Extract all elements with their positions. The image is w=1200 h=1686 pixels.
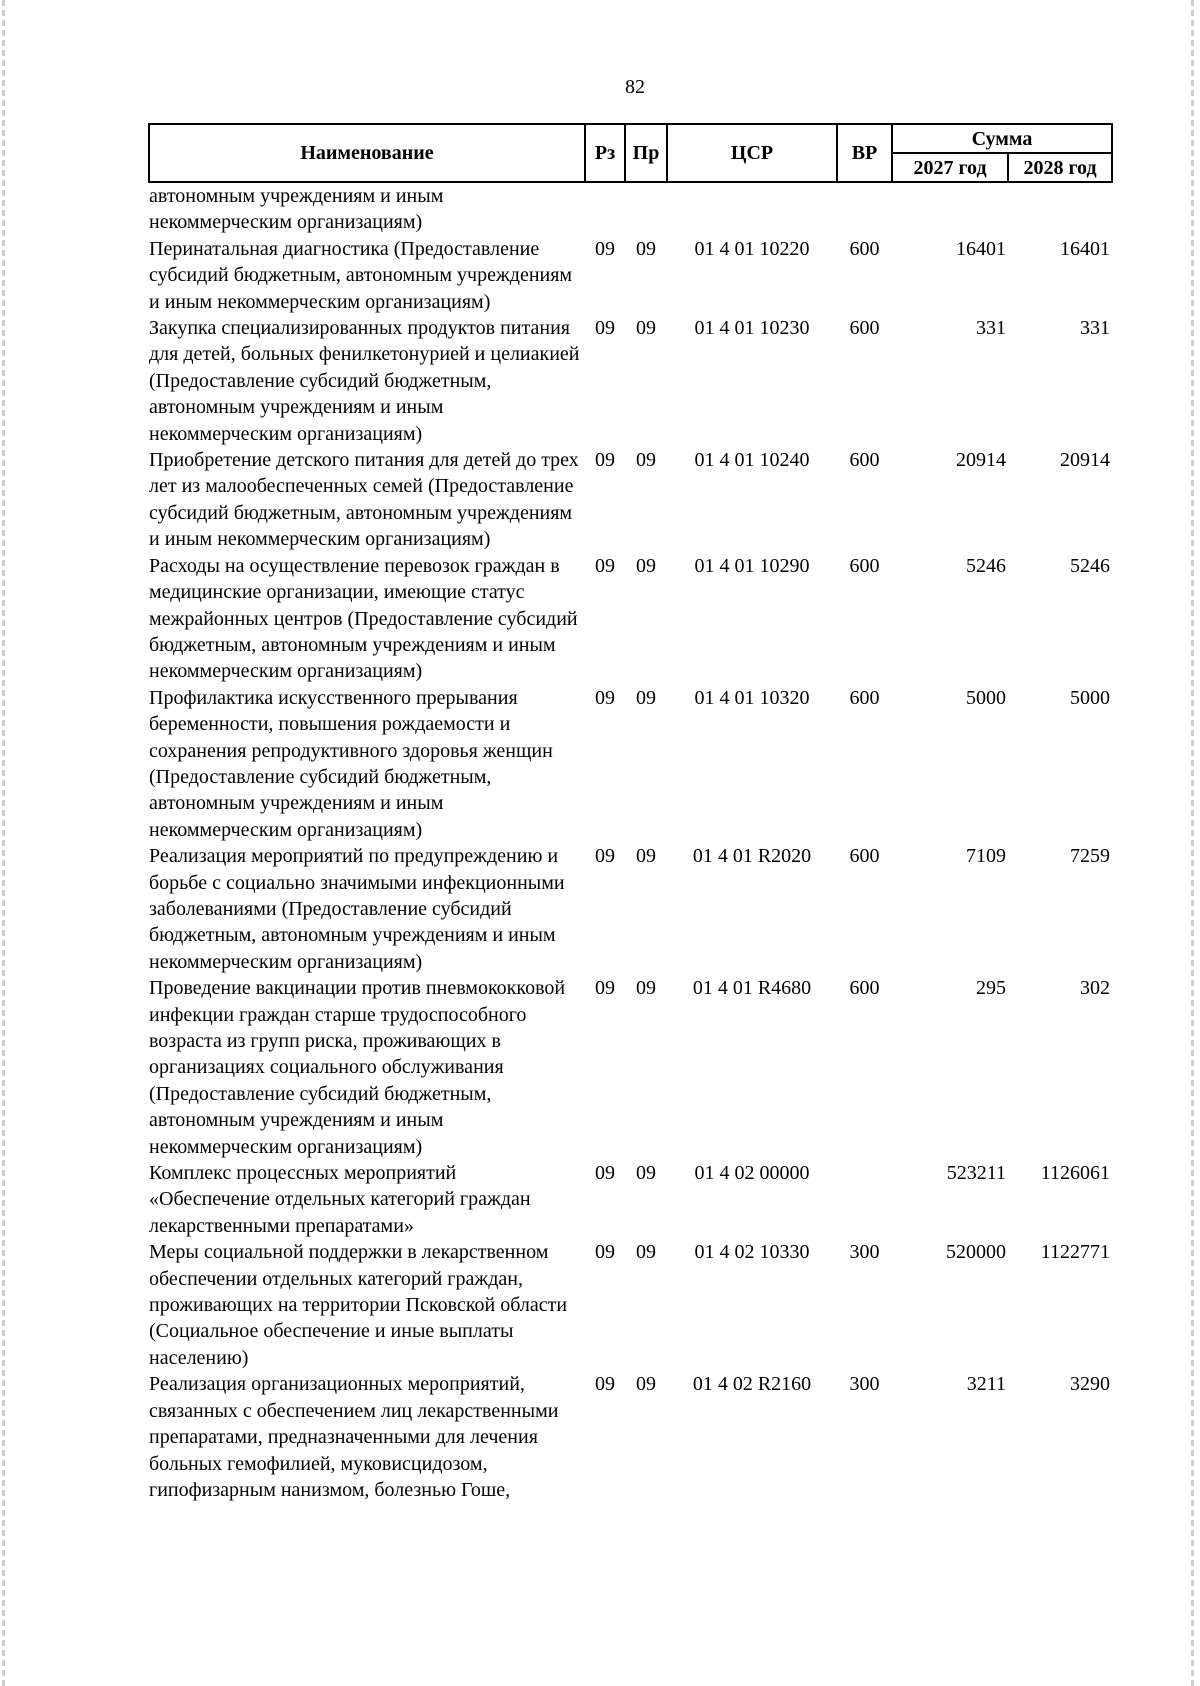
cell-rz: 09 (595, 845, 615, 868)
cell-rz: 09 (595, 1241, 615, 1264)
cell-csr: 01 4 01 10320 (694, 686, 810, 709)
table-row (149, 975, 1112, 1160)
cell-vr: 300 (849, 1373, 880, 1396)
cell-rz: 09 (595, 317, 615, 340)
cell-sum-2028: 1126061 (1040, 1162, 1111, 1185)
cell-name: Профилактика искусственного прерывания беременности, повышения рождаемости и сохранения репродуктивного здоровья женщин (Предоставление субсидий бюджетным, автономным учреждениям и иным некоммерческим организациям) (149, 686, 553, 841)
cell-sum-2028 (1008, 182, 1112, 236)
header-year-2027: 2027 год (892, 153, 1008, 182)
cell-rz: 09 (595, 977, 615, 1000)
cell-sum-2028: 5246 (1070, 554, 1111, 577)
header-name: Наименование (149, 124, 585, 182)
cell-rz: 09 (595, 686, 615, 709)
cell-sum-2027: 5246 (966, 554, 1006, 577)
table-row (149, 685, 1112, 843)
cell-name: автономным учреждениям и иным некоммерческим организациям) (149, 185, 444, 234)
table-row (149, 236, 1112, 315)
cell-sum-2027: 331 (976, 317, 1006, 340)
cell-sum-2027: 523211 (946, 1162, 1006, 1185)
cell-sum-2027: 295 (976, 977, 1006, 1000)
cell-name: Комплекс процессных мероприятий «Обеспечение отдельных категорий граждан лекарственными препаратами» (149, 1162, 531, 1237)
cell-pr: 09 (636, 1162, 656, 1185)
cell-vr: 600 (849, 554, 880, 577)
cell-vr: 600 (849, 686, 880, 709)
cell-pr: 09 (636, 554, 656, 577)
cell-name: Расходы на осуществление перевозок граждан в медицинские организации, имеющие статус межрайонных центров (Предоставление субсидий бюджетным, автономным учреждениям и иным некоммерческим организациям) (149, 554, 578, 683)
cell-rz: 09 (595, 449, 615, 472)
header-vr: ВР (837, 124, 892, 182)
cell-sum-2027: 3211 (966, 1373, 1006, 1396)
cell-csr: 01 4 02 00000 (694, 1162, 810, 1185)
cell-sum-2027 (892, 182, 1008, 236)
cell-pr: 09 (636, 449, 656, 472)
cell-pr: 09 (636, 977, 656, 1000)
cell-sum-2027: 5000 (966, 686, 1006, 709)
cell-rz: 09 (595, 554, 615, 577)
table-row (149, 1160, 1112, 1239)
cell-sum-2027: 7109 (966, 845, 1006, 868)
scan-edge-right (1191, 0, 1194, 1686)
header-sum: Сумма (892, 124, 1112, 153)
scan-edge-left (2, 0, 5, 1686)
cell-pr: 09 (636, 1373, 656, 1396)
cell-csr: 01 4 01 10240 (694, 449, 810, 472)
cell-pr: 09 (636, 1241, 656, 1264)
cell-pr: 09 (636, 237, 656, 260)
cell-csr: 01 4 02 R2160 (692, 1373, 812, 1396)
cell-vr (837, 182, 892, 236)
cell-vr: 300 (849, 1241, 880, 1264)
table-row (149, 315, 1112, 447)
cell-vr: 600 (849, 977, 880, 1000)
cell-vr: 600 (849, 845, 880, 868)
cell-vr: 600 (849, 449, 880, 472)
cell-csr: 01 4 02 10330 (694, 1241, 810, 1264)
cell-csr: 01 4 01 10290 (694, 554, 810, 577)
cell-rz: 09 (595, 237, 615, 260)
cell-sum-2028: 5000 (1070, 686, 1111, 709)
cell-sum-2028: 7259 (1070, 845, 1111, 868)
cell-sum-2028: 331 (1080, 317, 1111, 340)
header-pr: Пр (625, 124, 667, 182)
header-year-2028: 2028 год (1008, 153, 1112, 182)
cell-rz (585, 182, 625, 236)
cell-sum-2028: 16401 (1060, 237, 1111, 260)
table-body (149, 182, 1112, 1503)
page-number: 82 (625, 76, 645, 98)
cell-sum-2028: 20914 (1060, 449, 1111, 472)
cell-csr: 01 4 01 10220 (694, 237, 810, 260)
cell-name: Реализация мероприятий по предупреждению и борьбе с социально значимыми инфекционными заболеваниями (Предоставление субсидий бюджетным, автономным учреждениям и иным некоммерческим организациям) (149, 845, 565, 973)
budget-table (148, 123, 1113, 1503)
cell-name: Реализация организационных мероприятий, связанных с обеспечением лиц лекарственными препаратами, предназначенными для лечения больных гемофилией, муковисцидозом, гипофизарным нанизмом, болезнью Гоше, (149, 1373, 559, 1501)
cell-name: Проведение вакцинации против пневмококковой инфекции граждан старше трудоспособного возраста из групп риска, проживающих в организациях социального обслуживания (Предоставление субсидий бюджетным, автономным учреждениям и иным некоммерческим организациям) (149, 977, 566, 1158)
cell-csr: 01 4 01 10230 (694, 317, 810, 340)
cell-sum-2027: 520000 (946, 1241, 1006, 1264)
cell-name: Закупка специализированных продуктов питания для детей, больных фенилкетонурией и целиакией (Предоставление субсидий бюджетным, автономным учреждениям и иным некоммерческим организациям) (149, 317, 580, 445)
cell-vr (837, 1160, 892, 1239)
cell-sum-2027: 16401 (956, 237, 1006, 260)
cell-sum-2027: 20914 (956, 449, 1006, 472)
cell-name: Перинатальная диагностика (Предоставление субсидий бюджетным, автономным учреждениям и иным некоммерческим организациям) (149, 237, 573, 313)
cell-sum-2028: 302 (1080, 977, 1111, 1000)
cell-name: Меры социальной поддержки в лекарственном обеспечении отдельных категорий граждан, проживающих на территории Псковской области (Социальное обеспечение и иные выплаты населению) (149, 1241, 568, 1369)
cell-pr: 09 (636, 317, 656, 340)
table-row (149, 182, 1112, 236)
table-row (149, 553, 1112, 685)
cell-sum-2028: 1122771 (1040, 1241, 1111, 1264)
table-row (149, 1371, 1112, 1503)
header-csr: ЦСР (667, 124, 837, 182)
header-rz: Рз (585, 124, 625, 182)
cell-vr: 600 (849, 317, 880, 340)
cell-vr: 600 (849, 237, 880, 260)
table-row (149, 1239, 1112, 1371)
cell-csr: 01 4 01 R4680 (692, 977, 812, 1000)
cell-pr: 09 (636, 845, 656, 868)
cell-pr: 09 (636, 686, 656, 709)
cell-pr (625, 182, 667, 236)
cell-name: Приобретение детского питания для детей до трех лет из малообеспеченных семей (Предоставление субсидий бюджетным, автономным учреждениям и иным некоммерческим организациям) (149, 449, 579, 551)
cell-sum-2028: 3290 (1070, 1373, 1111, 1396)
table-row (149, 447, 1112, 553)
cell-rz: 09 (595, 1162, 615, 1185)
table-row (149, 843, 1112, 975)
cell-csr (667, 182, 837, 236)
table-header (149, 124, 1112, 182)
cell-csr: 01 4 01 R2020 (692, 845, 812, 868)
cell-rz: 09 (595, 1373, 615, 1396)
